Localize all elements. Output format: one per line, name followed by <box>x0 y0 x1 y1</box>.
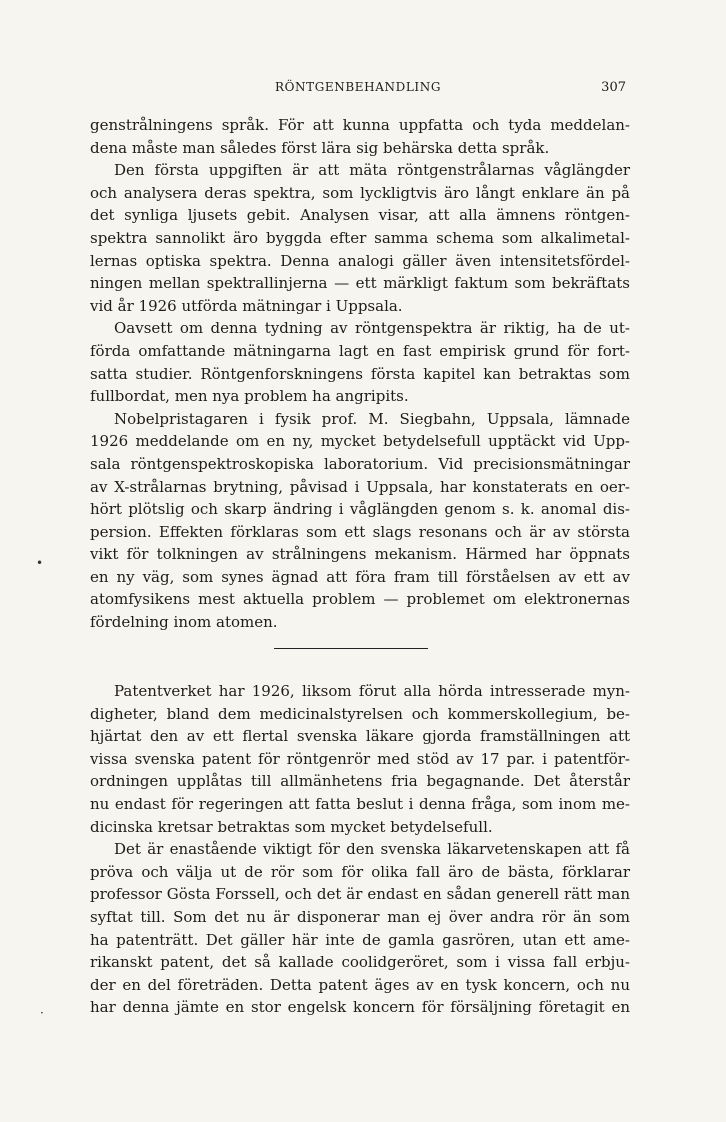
paragraph <box>90 838 630 1019</box>
text-line: vid år 1926 utförda mätningar i Uppsala. <box>90 296 403 315</box>
text-line: hjärtat den av ett flertal svenska läkare gjorda framställningen att <box>90 727 630 746</box>
text-line: rikanskt patent, det så kallade coolidgeröret, som i vissa fall erbju- <box>90 953 630 972</box>
text-line: spektra sannolikt äro byggda efter samma schema som alkalimetal- <box>90 228 630 247</box>
text-line: förda omfattande mätningarna lagt en fast empirisk grund för fort- <box>90 341 630 360</box>
text-line: ha patenträtt. Det gäller här inte de gamla gasrören, utan ett ame- <box>90 930 630 949</box>
text-line: dicinska kretsar betraktas som mycket betydelsefull. <box>90 817 493 836</box>
text-line: der en del företräden. Detta patent äges av en tysk koncern, och nu <box>90 975 630 994</box>
text-line: vissa svenska patent för röntgenrör med stöd av 17 par. i patentför- <box>90 749 630 768</box>
paragraph <box>90 317 630 407</box>
margin-dot: • <box>36 556 44 570</box>
paragraph <box>90 680 630 838</box>
text-line: pröva och välja ut de rör som för olika fall äro de bästa, förklarar <box>90 862 630 881</box>
body-text-section-1 <box>90 114 630 634</box>
text-line: persion. Effekten förklaras som ett slags resonans och är av största <box>90 522 630 541</box>
page-number: 307 <box>601 80 626 95</box>
text-line: Det är enastående viktigt för den svenska läkarvetenskapen att få <box>114 840 630 859</box>
text-line: Oavsett om denna tydning av röntgenspektra är riktig, ha de ut- <box>114 319 630 338</box>
paragraph <box>90 159 630 317</box>
text-line: Patentverket har 1926, liksom förut alla hörda intresserade myn- <box>114 682 630 700</box>
text-line: det synliga ljusets gebit. Analysen visar, att alla ämnens röntgen- <box>90 206 630 225</box>
text-line: vikt för tolkningen av strålningens mekanism. Härmed har öppnats <box>90 545 630 564</box>
text-line: hört plötslig och skarp ändring i våglängden genom s. k. anomal dis- <box>90 500 630 519</box>
text-line: fullbordat, men nya problem ha angripits. <box>90 387 409 406</box>
text-line: har denna jämte en stor engelsk koncern för försäljning företagit en <box>90 998 630 1017</box>
text-line: atomfysikens mest aktuella problem — problemet om elektronernas <box>90 590 630 609</box>
text-line: av X-strålarnas brytning, påvisad i Uppsala, har konstaterats en oer- <box>90 477 630 496</box>
text-line: en ny väg, som synes ägnad att föra fram till förståelsen av ett av <box>90 567 630 586</box>
text-line: professor Gösta Forssell, och det är endast en sådan generell rätt man <box>90 885 630 904</box>
text-line: fördelning inom atomen. <box>90 613 278 632</box>
paragraph <box>90 114 630 159</box>
margin-dot: · <box>40 1006 44 1020</box>
text-line: sala röntgenspektroskopiska laboratorium. Vid precisionsmätningar <box>90 454 630 473</box>
text-line: Nobelpristagaren i fysik prof. M. Siegbahn, Uppsala, lämnade <box>114 409 630 428</box>
text-line: nu endast för regeringen att fatta beslut i denna fråga, som inom me- <box>90 794 630 813</box>
text-line: Den första uppgiften är att mäta röntgenstrålarnas våglängder <box>114 161 630 180</box>
text-line: digheter, bland dem medicinalstyrelsen och kommerskollegium, be- <box>90 704 630 723</box>
paragraph <box>90 408 630 634</box>
text-line: ningen mellan spektrallinjerna — ett märkligt faktum som bekräftats <box>90 274 630 293</box>
text-line: syftat till. Som det nu är disponerar man ej över andra rör än som <box>90 907 630 926</box>
section-divider <box>274 648 428 649</box>
text-line: dena måste man således först lära sig behärska detta språk. <box>90 138 550 157</box>
text-line: genstrålningens språk. För att kunna uppfatta och tyda meddelan- <box>90 116 630 134</box>
text-line: ordningen upplåtas till allmänhetens fria begagnande. Det återstår <box>90 772 630 791</box>
text-line: 1926 meddelande om en ny, mycket betydelsefull upptäckt vid Upp- <box>90 432 630 451</box>
body-text-section-2 <box>90 680 630 1019</box>
running-head: RÖNTGENBEHANDLING <box>274 80 442 94</box>
text-line: lernas optiska spektra. Denna analogi gäller även intensitetsfördel- <box>90 251 630 270</box>
text-line: satta studier. Röntgenforskningens första kapitel kan betraktas som <box>90 364 630 383</box>
page-header <box>90 80 626 98</box>
text-line: och analysera deras spektra, som lyckligtvis äro långt enklare än på <box>90 183 630 202</box>
